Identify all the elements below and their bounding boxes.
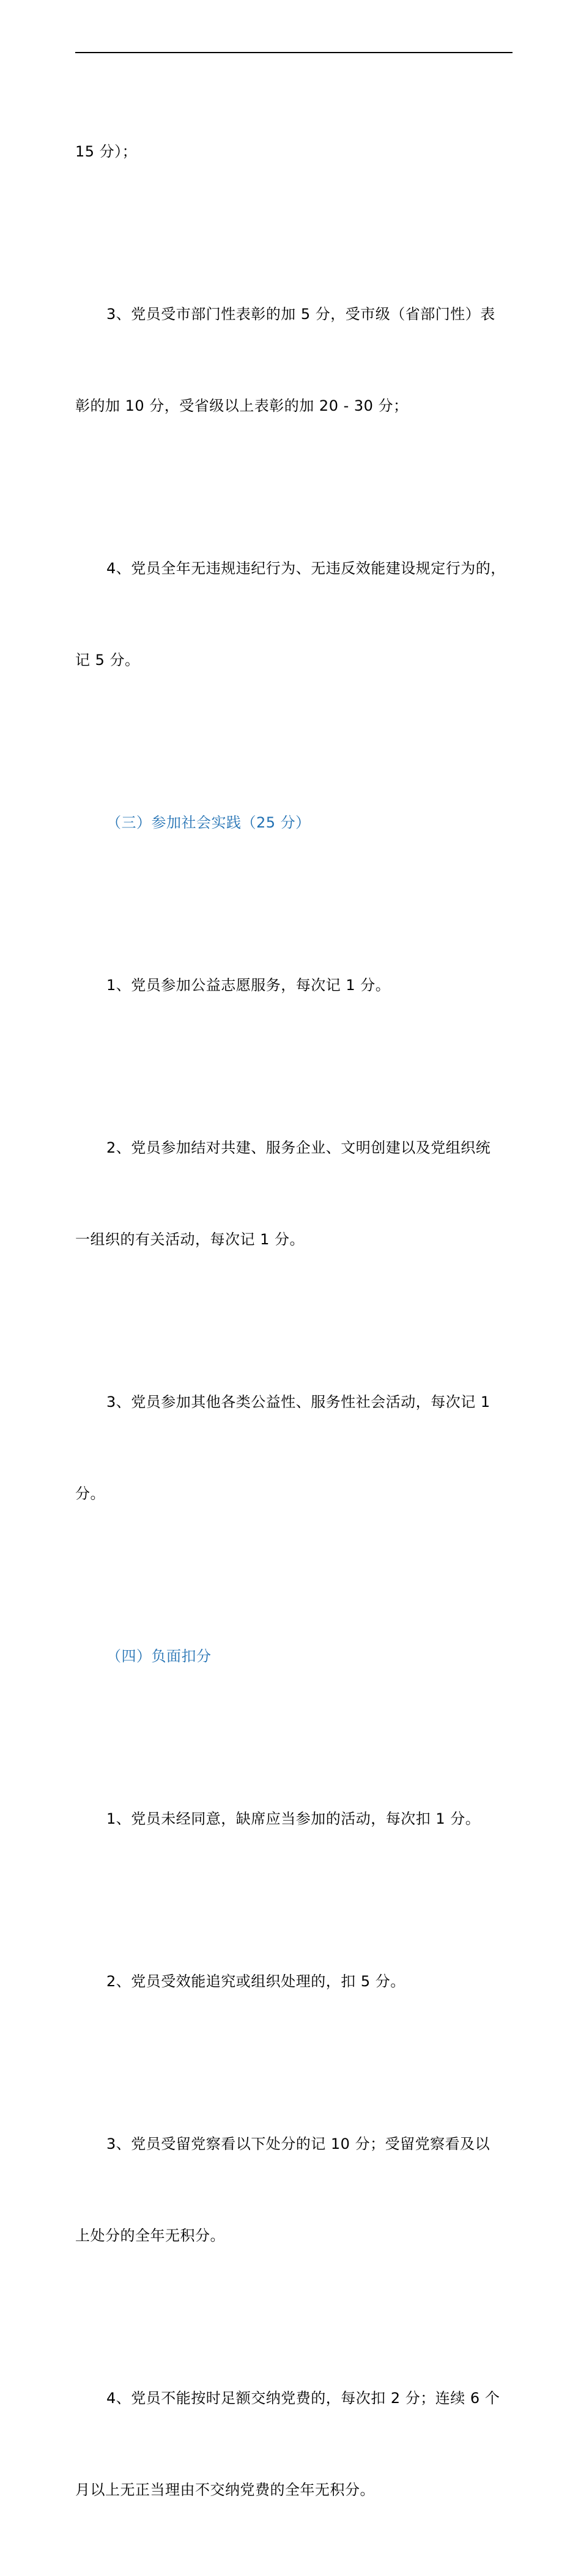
paragraph bbox=[75, 1071, 525, 1316]
header-rule bbox=[75, 52, 513, 53]
text-line: 记 5 分。 bbox=[75, 651, 140, 669]
text-line: 2、党员受效能追究或组织处理的，扣 5 分。 bbox=[106, 1973, 405, 1990]
paragraph bbox=[75, 1905, 525, 2058]
paragraph bbox=[75, 1326, 525, 1570]
section-heading-text: （三）参加社会实践（25 分） bbox=[106, 814, 311, 831]
document-body bbox=[75, 75, 525, 2576]
paragraph bbox=[75, 75, 525, 228]
text-line: 上处分的全年无积分。 bbox=[75, 2227, 225, 2244]
paragraph bbox=[75, 2322, 525, 2566]
text-line: 3、党员受留党察看以下处分的记 10 分；受留党察看及以 bbox=[106, 2135, 490, 2152]
text-line: 1、党员未经同意，缺席应当参加的活动，每次扣 1 分。 bbox=[106, 1810, 481, 1827]
text-line: 3、党员参加其他各类公益性、服务性社会活动，每次记 1 bbox=[106, 1393, 490, 1411]
paragraph bbox=[75, 2068, 525, 2312]
paragraph bbox=[75, 1742, 525, 1895]
section-heading bbox=[75, 746, 525, 899]
text-line: 1、党员参加公益志愿服务，每次记 1 分。 bbox=[106, 977, 391, 994]
text-line: 2、党员参加结对共建、服务企业、文明创建以及党组织统 bbox=[106, 1139, 491, 1156]
section-heading bbox=[75, 1580, 525, 1733]
section-heading-text: （四）负面扣分 bbox=[106, 1648, 212, 1665]
paragraph bbox=[75, 492, 525, 736]
text-line: 彰的加 10 分，受省级以上表彰的加 20 - 30 分； bbox=[75, 397, 409, 414]
text-line: 分。 bbox=[75, 1485, 105, 1502]
text-line: 月以上无正当理由不交纳党费的全年无积分。 bbox=[75, 2481, 375, 2498]
paragraph bbox=[75, 909, 525, 1062]
text-line: 4、党员不能按时足额交纳党费的，每次扣 2 分；连续 6 个 bbox=[106, 2390, 500, 2407]
text-line: 15 分）； bbox=[75, 143, 138, 160]
paragraph bbox=[75, 238, 525, 482]
text-line: 一组织的有关活动，每次记 1 分。 bbox=[75, 1231, 305, 1248]
text-line: 4、党员全年无违规违纪行为、无违反效能建设规定行为的， bbox=[106, 560, 506, 577]
text-line: 3、党员受市部门性表彰的加 5 分，受市级（省部门性）表 bbox=[106, 306, 495, 323]
